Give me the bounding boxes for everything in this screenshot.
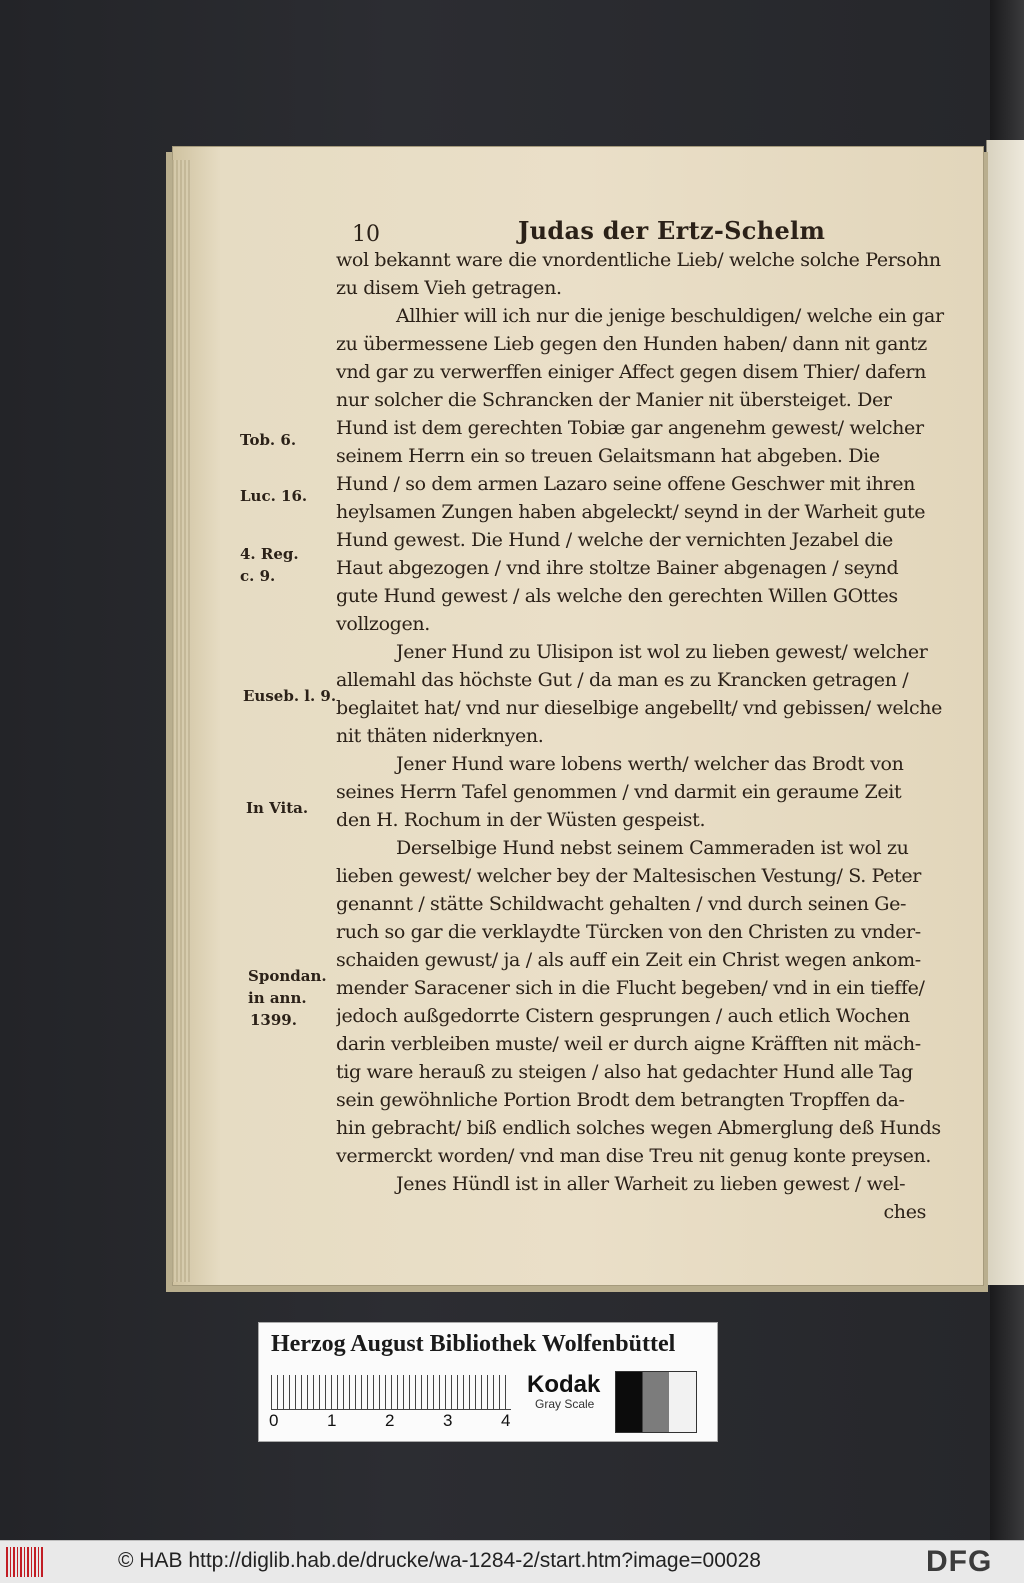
text-line: zu übermessene Lieb gegen den Hunden haben/ dann nit gantz bbox=[336, 333, 927, 355]
scale-card bbox=[258, 1322, 718, 1442]
body-text bbox=[336, 246, 956, 1226]
text-line: vnd gar zu verwerffen einiger Affect gegen disem Thier/ dafern bbox=[336, 361, 927, 383]
marginal-note-reg: 4. Reg. bbox=[240, 545, 299, 563]
text-line: Jener Hund ware lobens werth/ welcher das Brodt von bbox=[396, 753, 904, 775]
text-line: Haut abgezogen / vnd ihre stoltze Bainer abgenagen / seynd bbox=[336, 557, 899, 579]
text-line: vollzogen. bbox=[336, 613, 430, 635]
ruler-number: 0 bbox=[269, 1411, 279, 1430]
text-line: nur solcher die Schrancken der Manier nit übersteiget. Der bbox=[336, 389, 892, 411]
footer-bar bbox=[0, 1540, 1024, 1583]
text-line: lieben gewest/ welcher bey der Maltesischen Vestung/ S. Peter bbox=[336, 865, 921, 887]
text-line: Allhier will ich nur die jenige beschuldigen/ welche ein gar bbox=[396, 305, 944, 327]
text-line: nit thäten niderknyen. bbox=[336, 725, 544, 747]
text-line: beglaitet hat/ vnd nur dieselbige angebellt/ vnd gebissen/ welche bbox=[336, 697, 943, 719]
text-line: seinem Herrn ein so treuen Gelaitsmann hat abgeben. Die bbox=[336, 445, 880, 467]
text-line: tig ware herauß zu steigen / also hat gedachter Hund alle Tag bbox=[336, 1061, 913, 1083]
marginal-note-in-ann: in ann. bbox=[248, 989, 307, 1007]
marginal-note-vita: In Vita. bbox=[246, 799, 309, 817]
text-line: zu disem Vieh getragen. bbox=[336, 277, 562, 299]
text-line: Hund ist dem gerechten Tobiæ gar angenehm gewest/ welcher bbox=[336, 417, 924, 439]
ruler-numbers bbox=[265, 1411, 515, 1433]
copyright-link[interactable]: © HAB http://diglib.hab.de/drucke/wa-1284-2/start.htm?image=00028 bbox=[118, 1549, 761, 1572]
text-line: allemahl das höchste Gut / da man es zu Krancken getragen / bbox=[336, 669, 909, 691]
text-line: seines Herrn Tafel genommen / vnd darmit ein geraume Zeit bbox=[336, 781, 902, 803]
text-line: schaiden gewust/ ja / als auff ein Zeit ein Christ wegen ankom- bbox=[336, 949, 921, 971]
text-line: Jenes Hündl ist in aller Warheit zu lieben gewest / wel- bbox=[396, 1173, 906, 1195]
text-line: darin verbleiben muste/ weil er durch aigne Kräfften nit mäch- bbox=[336, 1033, 921, 1055]
text-line: genannt / stätte Schildwacht gehalten / vnd durch seinen Ge- bbox=[336, 893, 907, 915]
text-line: jedoch außgedorrte Cistern gesprungen / auch etlich Wochen bbox=[336, 1005, 910, 1027]
text-line: gute Hund gewest / als welche den gerechten Willen GOttes bbox=[336, 585, 898, 607]
kodak-logo: Kodak bbox=[527, 1371, 601, 1398]
text-line: vermerckt worden/ vnd man dise Treu nit genug konte preysen. bbox=[336, 1145, 932, 1167]
dfg-logo: DFG bbox=[926, 1545, 993, 1578]
running-head bbox=[172, 216, 984, 250]
barcode-icon bbox=[6, 1547, 44, 1577]
ruler-number: 2 bbox=[385, 1411, 395, 1430]
marginal-note-tob: Tob. 6. bbox=[240, 431, 297, 449]
ruler-number: 1 bbox=[327, 1411, 337, 1430]
ruler-number: 4 bbox=[501, 1411, 511, 1430]
running-title: Judas der Ertz-Schelm bbox=[518, 216, 826, 245]
text-line: hin gebracht/ biß endlich solches wegen Abmerglung deß Hunds bbox=[336, 1117, 941, 1139]
text-line: heylsamen Zungen haben abgeleckt/ seynd in der Warheit gute bbox=[336, 501, 926, 523]
gray-scale-swatches bbox=[615, 1371, 697, 1433]
text-line: Hund / so dem armen Lazaro seine offene Geschwer mit ihren bbox=[336, 473, 916, 495]
text-line: Hund gewest. Die Hund / welche der vernichten Jezabel die bbox=[336, 529, 893, 551]
text-line: wol bekannt ware die vnordentliche Lieb/ welche solche Persohn bbox=[336, 249, 941, 271]
marginal-note-year: 1399. bbox=[250, 1011, 297, 1029]
marginal-note-spondan: Spondan. bbox=[248, 967, 327, 985]
facing-page-edge bbox=[986, 140, 1024, 1285]
gray-scale-label: Gray Scale bbox=[535, 1397, 595, 1411]
measure-ruler bbox=[271, 1375, 511, 1410]
text-line: Jener Hund zu Ulisipon ist wol zu lieben gewest/ welcher bbox=[396, 641, 928, 663]
text-line: ruch so gar die verklaydte Türcken von den Christen zu vnder- bbox=[336, 921, 921, 943]
page-gutter bbox=[172, 160, 192, 1282]
text-line: den H. Rochum in der Wüsten gespeist. bbox=[336, 809, 706, 831]
library-name: Herzog August Bibliothek Wolfenbüttel bbox=[271, 1331, 676, 1357]
marginal-note-reg-cap: c. 9. bbox=[240, 567, 276, 585]
text-line: Derselbige Hund nebst seinem Cammeraden ist wol zu bbox=[396, 837, 909, 859]
marginal-note-luc: Luc. 16. bbox=[240, 487, 308, 505]
catchword: ches bbox=[883, 1201, 926, 1223]
text-line: sein gewöhnliche Portion Brodt dem betrangten Tropffen da- bbox=[336, 1089, 905, 1111]
marginal-note-euseb: Euseb. l. 9. bbox=[243, 687, 337, 705]
page-number: 10 bbox=[352, 222, 380, 247]
ruler-number: 3 bbox=[443, 1411, 453, 1430]
text-line: mender Saracener sich in die Flucht begeben/ vnd in ein tieffe/ bbox=[336, 977, 925, 999]
